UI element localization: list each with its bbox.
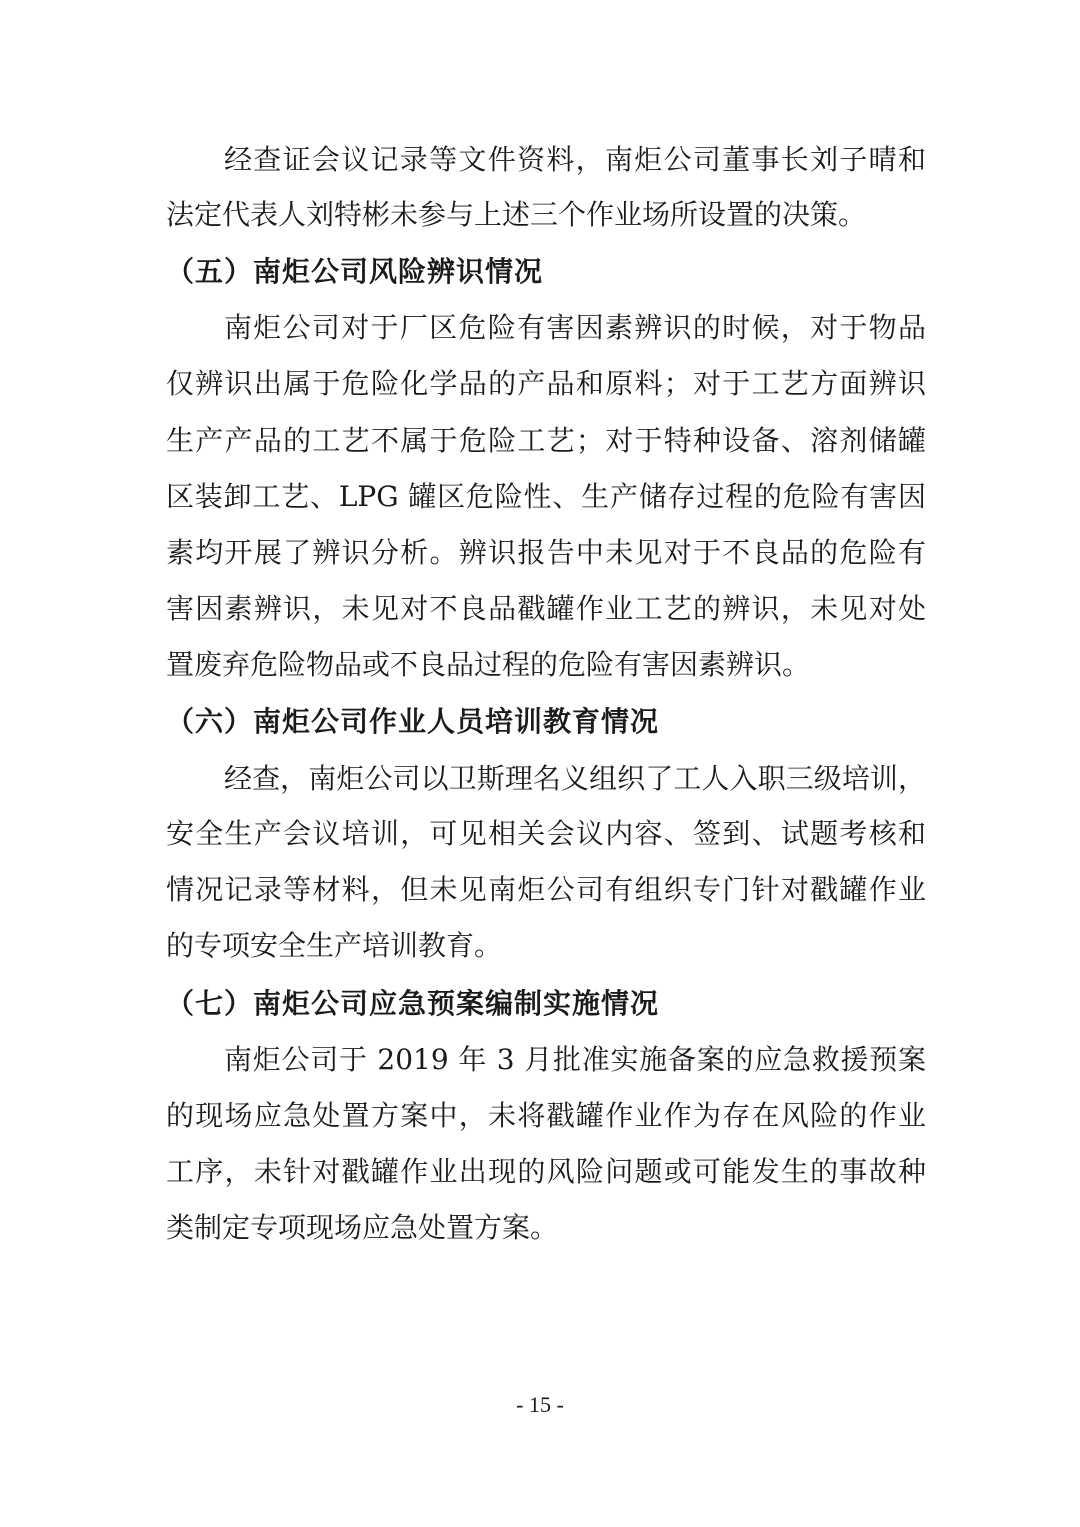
body-line: 仅辨识出属于危险化学品的产品和原料；对于工艺方面辨识 xyxy=(166,367,926,400)
body-line: 害因素辨识，未见对不良品戳罐作业工艺的辨识，未见对处 xyxy=(166,592,926,625)
body-line: 素均开展了辨识分析。辨识报告中未见对于不良品的危险有 xyxy=(166,536,926,569)
body-line: 工序，未针对戳罐作业出现的风险问题或可能发生的事故种 xyxy=(166,1155,926,1188)
body-line: 法定代表人刘特彬未参与上述三个作业场所设置的决策。 xyxy=(166,198,867,231)
body-line: 区装卸工艺、LPG 罐区危险性、生产储存过程的危险有害因 xyxy=(166,480,926,513)
section-heading-5: （五）南炬公司风险辨识情况 xyxy=(166,255,544,288)
body-line: 的专项安全生产培训教育。 xyxy=(166,929,503,962)
body-line: 经查，南炬公司以卫斯理名义组织了工人入职三级培训， xyxy=(224,762,926,795)
body-line: 类制定专项现场应急处置方案。 xyxy=(166,1211,559,1244)
section-heading-7: （七）南炬公司应急预案编制实施情况 xyxy=(166,987,660,1020)
page-number: - 15 - xyxy=(516,1392,564,1417)
body-line: 经查证会议记录等文件资料，南炬公司董事长刘子晴和 xyxy=(224,143,926,176)
body-line: 的现场应急处置方案中，未将戳罐作业作为存在风险的作业 xyxy=(166,1099,926,1132)
body-line: 生产产品的工艺不属于危险工艺；对于特种设备、溶剂储罐 xyxy=(166,424,926,457)
section-heading-6: （六）南炬公司作业人员培训教育情况 xyxy=(166,705,660,738)
body-line: 南炬公司于 2019 年 3 月批准实施备案的应急救援预案 xyxy=(224,1043,926,1076)
body-line: 南炬公司对于厂区危险有害因素辨识的时候，对于物品 xyxy=(224,311,926,344)
body-line: 情况记录等材料，但未见南炬公司有组织专门针对戳罐作业 xyxy=(166,873,926,906)
body-line: 安全生产会议培训，可见相关会议内容、签到、试题考核和 xyxy=(166,817,926,850)
body-line: 置废弃危险物品或不良品过程的危险有害因素辨识。 xyxy=(166,648,811,681)
